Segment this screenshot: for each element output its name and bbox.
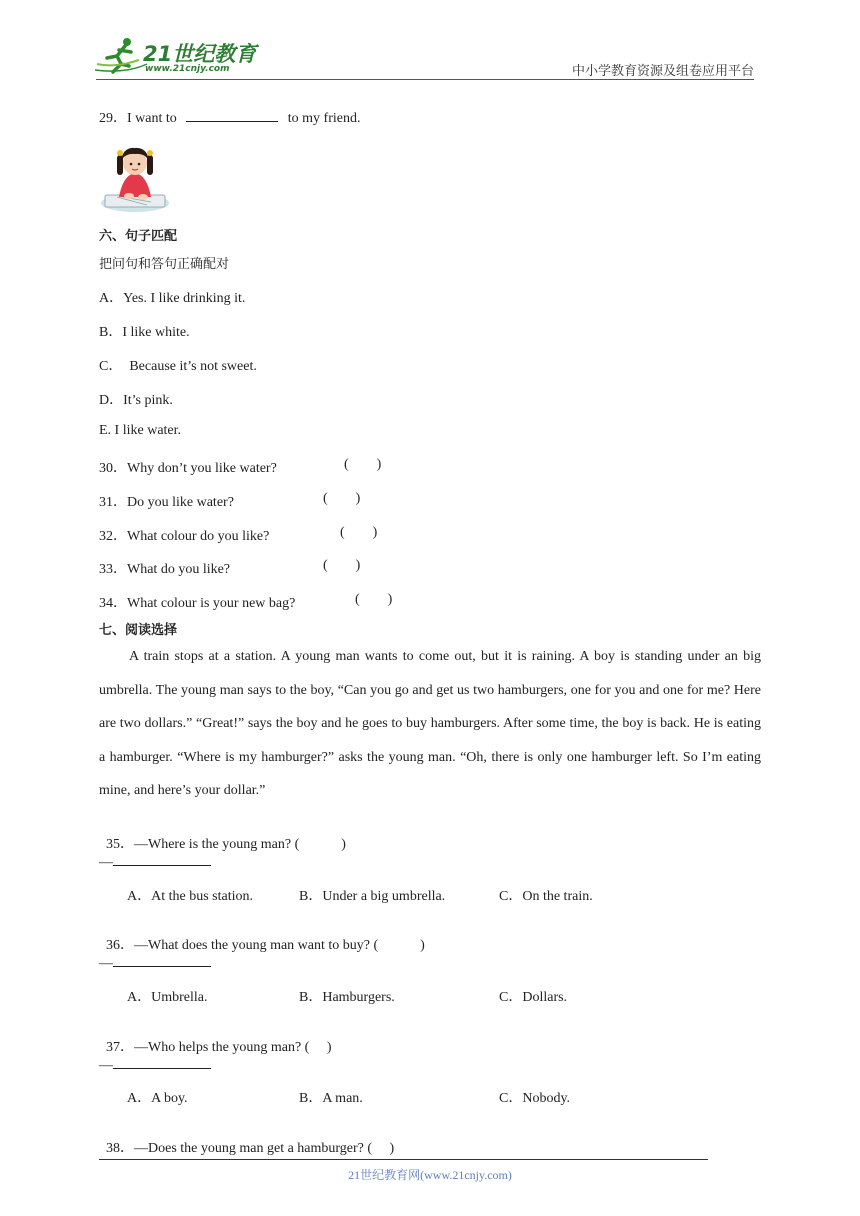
answer-line[interactable] (99, 851, 211, 871)
match-question-34 (99, 592, 295, 612)
section-6-title: 六、句子匹配 (99, 229, 178, 244)
choice-b[interactable]: B．Hamburgers. (299, 990, 395, 1005)
match-question-33 (99, 558, 230, 578)
match-question-31 (99, 491, 234, 511)
answer-paren[interactable]: ( ) (355, 592, 393, 607)
question-number: 29． (99, 111, 127, 126)
reading-question-35 (99, 817, 346, 853)
choice-c[interactable]: C．Nobody. (499, 1091, 571, 1106)
answer-dash: — (99, 956, 113, 971)
question-number: 31． (99, 495, 127, 510)
section-7-title: 七、阅读选择 (99, 623, 178, 638)
choice-b[interactable]: B．Under a big umbrella. (299, 889, 446, 904)
question-29 (99, 107, 360, 127)
question-number: 33． (99, 562, 127, 577)
footer-divider (99, 1159, 708, 1160)
match-question-32 (99, 525, 269, 545)
footer-link[interactable]: 21世纪教育网(www.21cnjy.com) (348, 1168, 512, 1182)
question-number: 36． (106, 938, 134, 953)
answer-option-b: B．I like white. (99, 325, 190, 340)
answer-dash: — (99, 855, 113, 870)
question-number: 35． (106, 837, 134, 852)
answer-paren[interactable]: ( ) (323, 491, 361, 506)
reading-question-38 (99, 1121, 394, 1157)
question-number: 38． (106, 1141, 134, 1156)
question-text: Do you like water? (127, 495, 234, 510)
reading-question-37 (99, 1020, 332, 1056)
reading-passage: A train stops at a station. A young man wants to come out, but it is raining. A boy is standing under an big umbrella. The young man says to the boy, “Can you go and get us two hamburgers, one for you and one for me? Here are two dollars.” “Great!” says the boy and he goes to buy hamburgers. After some time, the boy is back. He is eating a hamburger. “Where is my hamburger?” asks the young man. “Oh, there is only one hamburger left. So I’m eating mine, and here’s your dollar.” (99, 649, 761, 798)
site-logo (95, 34, 260, 78)
answer-line[interactable] (99, 952, 211, 972)
question-text: —What does the young man want to buy? ( ) (134, 938, 425, 953)
question-text: —Does the young man get a hamburger? ( ) (134, 1141, 395, 1156)
question-number: 37． (106, 1040, 134, 1055)
answer-blank[interactable] (186, 107, 278, 122)
answer-dash: — (99, 1058, 113, 1073)
girl-writing-illustration (99, 139, 171, 214)
question-text: Why don’t you like water? (127, 461, 277, 476)
choice-a[interactable]: A．Umbrella. (127, 990, 208, 1005)
match-question-30 (99, 457, 277, 477)
header-platform-text: 中小学教育资源及组卷应用平台 (571, 64, 754, 79)
answer-option-c: C． Because it’s not sweet. (99, 359, 257, 374)
question-text-after: to my friend. (287, 111, 361, 126)
question-number: 34． (99, 596, 127, 611)
question-text: —Who helps the young man? ( ) (134, 1040, 332, 1055)
choice-b[interactable]: B．A man. (299, 1091, 363, 1106)
answer-paren[interactable]: ( ) (323, 558, 361, 573)
choice-c[interactable]: C．On the train. (499, 889, 593, 904)
answer-option-d: D．It’s pink. (99, 393, 173, 408)
section-6-instruction: 把问句和答句正确配对 (99, 257, 230, 272)
question-number: 30． (99, 461, 127, 476)
question-text-before: I want to (127, 111, 177, 126)
question-text: What colour do you like? (127, 529, 270, 544)
logo-url: www.21cnjy.com (145, 64, 230, 74)
choice-a[interactable]: A．At the bus station. (127, 889, 253, 904)
reading-question-36 (99, 918, 425, 954)
answer-paren[interactable]: ( ) (340, 525, 378, 540)
question-text: What colour is your new bag? (127, 596, 296, 611)
choice-a[interactable]: A．A boy. (127, 1091, 188, 1106)
question-number: 32． (99, 529, 127, 544)
answer-line[interactable] (99, 1054, 211, 1074)
header-divider (96, 79, 754, 80)
answer-option-a: A．Yes. I like drinking it. (99, 291, 246, 306)
answer-paren[interactable]: ( ) (344, 457, 382, 472)
logo-text: 21世纪教育 (143, 42, 257, 66)
question-text: —Where is the young man? ( ) (134, 837, 346, 852)
choice-c[interactable]: C．Dollars. (499, 990, 568, 1005)
question-text: What do you like? (127, 562, 231, 577)
answer-option-e: E. I like water. (99, 423, 182, 438)
